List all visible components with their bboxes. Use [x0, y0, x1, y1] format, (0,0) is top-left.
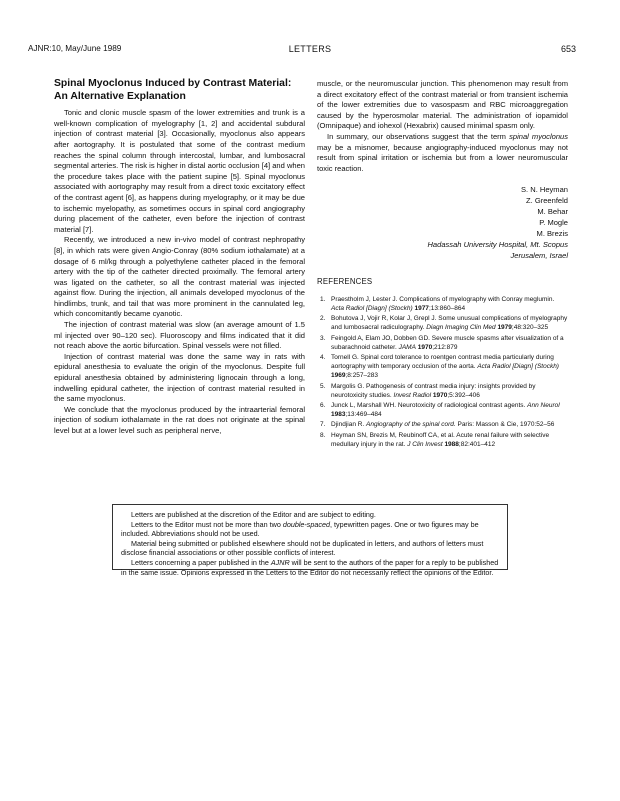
reference-rest: ;8:257–283: [345, 372, 379, 380]
right-column: [317, 79, 568, 450]
notice-line: [121, 520, 499, 539]
reference-number: 3.: [320, 334, 326, 342]
author-name: P. Mogle: [539, 218, 568, 228]
reference-rest: ;48:320–325: [511, 324, 549, 332]
reference-year: 1983: [331, 411, 346, 418]
body-paragraph-4: Injection of contrast material was done the same way in rats with epidural anesthesia to evaluate the origin of the myoclonus. Despite full epidural anesthesia obtained by administering lignocain through a long, indwelling epidural catheter, the injection of contrast material resulted in the same myoclonus.: [54, 351, 305, 404]
body-paragraph-continued: muscle, or the neuromuscular junction. This phenomenon may result from a direct excitatory effect of the contrast material or from transient ischemia of the lower extremities due to vasospasm and RBC microaggregation caused by the hyperosmolar material. The administration of iopamidol (Omnipaque) and iohexol (Hexabrix) caused minimal spasm only.: [317, 79, 568, 131]
reference-year: 1970: [431, 391, 448, 399]
reference-year: 1970: [415, 343, 433, 351]
author-name: M. Brezis: [536, 229, 568, 239]
notice-emphasis: double-spaced: [282, 519, 330, 529]
reference-rest: Paris: Masson & Cie, 1970:52–56: [455, 421, 555, 429]
reference-item: [317, 314, 568, 332]
notice-text: will be sent to the authors of the paper for a reply to be published in the same issue. Opinions expressed in the Letters to the Editor do not necessarily reflect the opinions of the Editor.: [121, 557, 499, 577]
reference-year: 1977: [412, 305, 429, 313]
affiliation-line: Hadassah University Hospital, Mt. Scopus: [427, 240, 568, 250]
reference-source: Angiography of the spinal cord.: [366, 421, 456, 429]
reference-source: Ann Neurol: [527, 401, 560, 409]
reference-authors: Feingold A, Elam JO, Dobben GD. Severe muscle spasms after visualization of a subarachnoid catheter.: [331, 334, 564, 351]
body-paragraph-1: Tonic and clonic muscle spasm of the lower extremities and trunk is a well-known complication of myelography [1, 2] and accidental subdural injection of contrast material [3]. Occasionally, myoclonus also appears after aortography. It is postulated that some of the contrast medium reaches the spinal column through intercostal, lumbar, and lumbosacral segmental arteries. The risk is higher in distal aortic occlusion [4] and when the procedure takes place with the patient supine [5]. Spinal myoclonus associated with aortography may result from a direct toxic excitatory effect of the contrast agent [6], as happens during myelography, or it may be due to ischemic myelopathy, as sometimes occurs in spinal cord angiography during placement of the catheter, even before the injection of contrast material [7].: [54, 108, 305, 234]
reference-number: 1.: [320, 295, 326, 303]
reference-authors: Bohutova J, Vojir R, Kolar J, Grepl J. Some unusual complications of myelography and lumbosacral radiculography.: [331, 315, 568, 332]
reference-source: J Clin Invest: [407, 440, 443, 448]
reference-number: 6.: [320, 401, 326, 409]
journal-citation: AJNR:10, May/June 1989: [28, 44, 122, 53]
notice-emphasis: AJNR: [270, 557, 290, 567]
reference-number: 5.: [320, 382, 326, 390]
reference-rest: ;13:860–864: [428, 305, 466, 313]
summary-text-b: may be a misnomer, because angiography-induced myoclonus may not result from spinal irritation or ischemia but from a lower neuromuscular toxic reaction.: [317, 142, 568, 173]
reference-rest: ;13:469–484: [345, 411, 382, 418]
reference-authors: Tornell G. Spinal cord tolerance to roentgen contrast media particularly during aortography with temporary occlusion of the aorta.: [331, 354, 554, 371]
notice-line: [121, 558, 499, 577]
reference-source: Acta Radiol [Diagn] (Stockh): [331, 305, 413, 313]
reference-number: 7.: [320, 421, 326, 429]
reference-year: 1988: [442, 440, 459, 448]
reference-authors: Margolis G. Pathogenesis of contrast media injury: insights provided by neurotoxicity studies.: [331, 382, 536, 399]
notice-text: , typewritten pages. One or two figures may be included. Abbreviations should not be used.: [121, 519, 479, 539]
reference-rest: ;212:879: [432, 343, 458, 351]
summary-text-a: In summary, our observations suggest that the term: [327, 131, 510, 141]
section-title: LETTERS: [288, 44, 332, 54]
notice-text: Letters to the Editor must not be more than two: [131, 519, 283, 529]
reference-item: [317, 401, 568, 419]
notice-line: Material being submitted or published elsewhere should not be duplicated in letters, and authors of letters must disclose financial associations or other possible conflicts of interest.: [121, 538, 484, 558]
reference-item: [317, 420, 568, 429]
reference-item: [317, 353, 568, 380]
summary-paragraph: [317, 132, 568, 174]
author-name: M. Behar: [537, 207, 568, 217]
page-number: 653: [560, 44, 576, 54]
editorial-notice-box: [112, 504, 508, 577]
reference-item: [317, 382, 568, 400]
reference-year: 1969: [331, 372, 346, 380]
notice-text: Letters concerning a paper published in the: [131, 557, 271, 567]
reference-rest: ;82:401–412: [458, 440, 496, 448]
reference-number: 4.: [320, 354, 326, 362]
reference-year: 1979: [495, 324, 512, 332]
reference-item: [317, 295, 568, 313]
reference-source: Invest Radiol: [393, 391, 432, 399]
reference-source: Diagn Imaging Clin Med: [426, 324, 496, 332]
author-name: Z. Greenfeld: [526, 196, 568, 206]
body-paragraph-5: We conclude that the myoclonus produced by the intraarterial femoral injection of sodium iothalamate in the rat does not originate at the spinal level but at a lower level such as peripheral nerve,: [54, 404, 305, 435]
reference-rest: ;5:392–406: [447, 391, 480, 399]
affiliation-line: Jerusalem, Israel: [510, 251, 568, 261]
body-paragraph-3: The injection of contrast material was slow (an average amount of 1.5 ml injected over 90–120 sec). Fluoroscopy and films indicated that it did not reach above the aortic bifurcation. Spinal vessels were not filled.: [54, 320, 305, 351]
reference-number: 2.: [320, 315, 326, 323]
author-name: S. N. Heyman: [521, 185, 568, 195]
reference-item: [317, 431, 568, 449]
references-list: [317, 295, 568, 449]
left-column: [54, 78, 305, 437]
notice-line: Letters are published at the discretion of the Editor and are subject to editing.: [131, 510, 376, 519]
reference-source: JAMA: [398, 343, 416, 351]
reference-number: 8.: [320, 431, 326, 439]
body-paragraph-2: Recently, we introduced a new in-vivo model of contrast nephropathy [8], in which rats were given Angio-Conray (80% sodium iothalamate) at a dosage of 6 ml/kg through a polyethylene catheter placed in the femoral artery with the tip of the catheter directed proximally. The femoral artery was ligated on the catheter, so all the contrast material was injected against flow. During the injection, all animals developed myoclonus of the hindlimbs, trunk, and tail that was more prominent in the cannulated leg, which concomitantly became cyanotic.: [54, 235, 305, 319]
reference-source: Acta Radiol [Diagn] (Stockh): [477, 363, 559, 371]
article-title: Spinal Myoclonus Induced by Contrast Material: An Alternative Explanation: [54, 78, 292, 102]
references-heading: REFERENCES: [317, 277, 373, 287]
reference-authors: Praestholm J, Lester J. Complications of myelography with Conray meglumin.: [331, 295, 555, 303]
reference-authors: Junck L, Marshall WH. Neurotoxicity of radiological contrast agents.: [331, 401, 528, 409]
signature-block: [317, 184, 568, 261]
summary-term: spinal myoclonus: [509, 131, 569, 141]
reference-authors: Djindjian R.: [331, 421, 367, 429]
reference-item: [317, 334, 568, 352]
reference-authors: Heyman SN, Brezis M, Reubinoff CA, et al. Acute renal failure with selective medullary injury in the rat.: [331, 431, 550, 448]
